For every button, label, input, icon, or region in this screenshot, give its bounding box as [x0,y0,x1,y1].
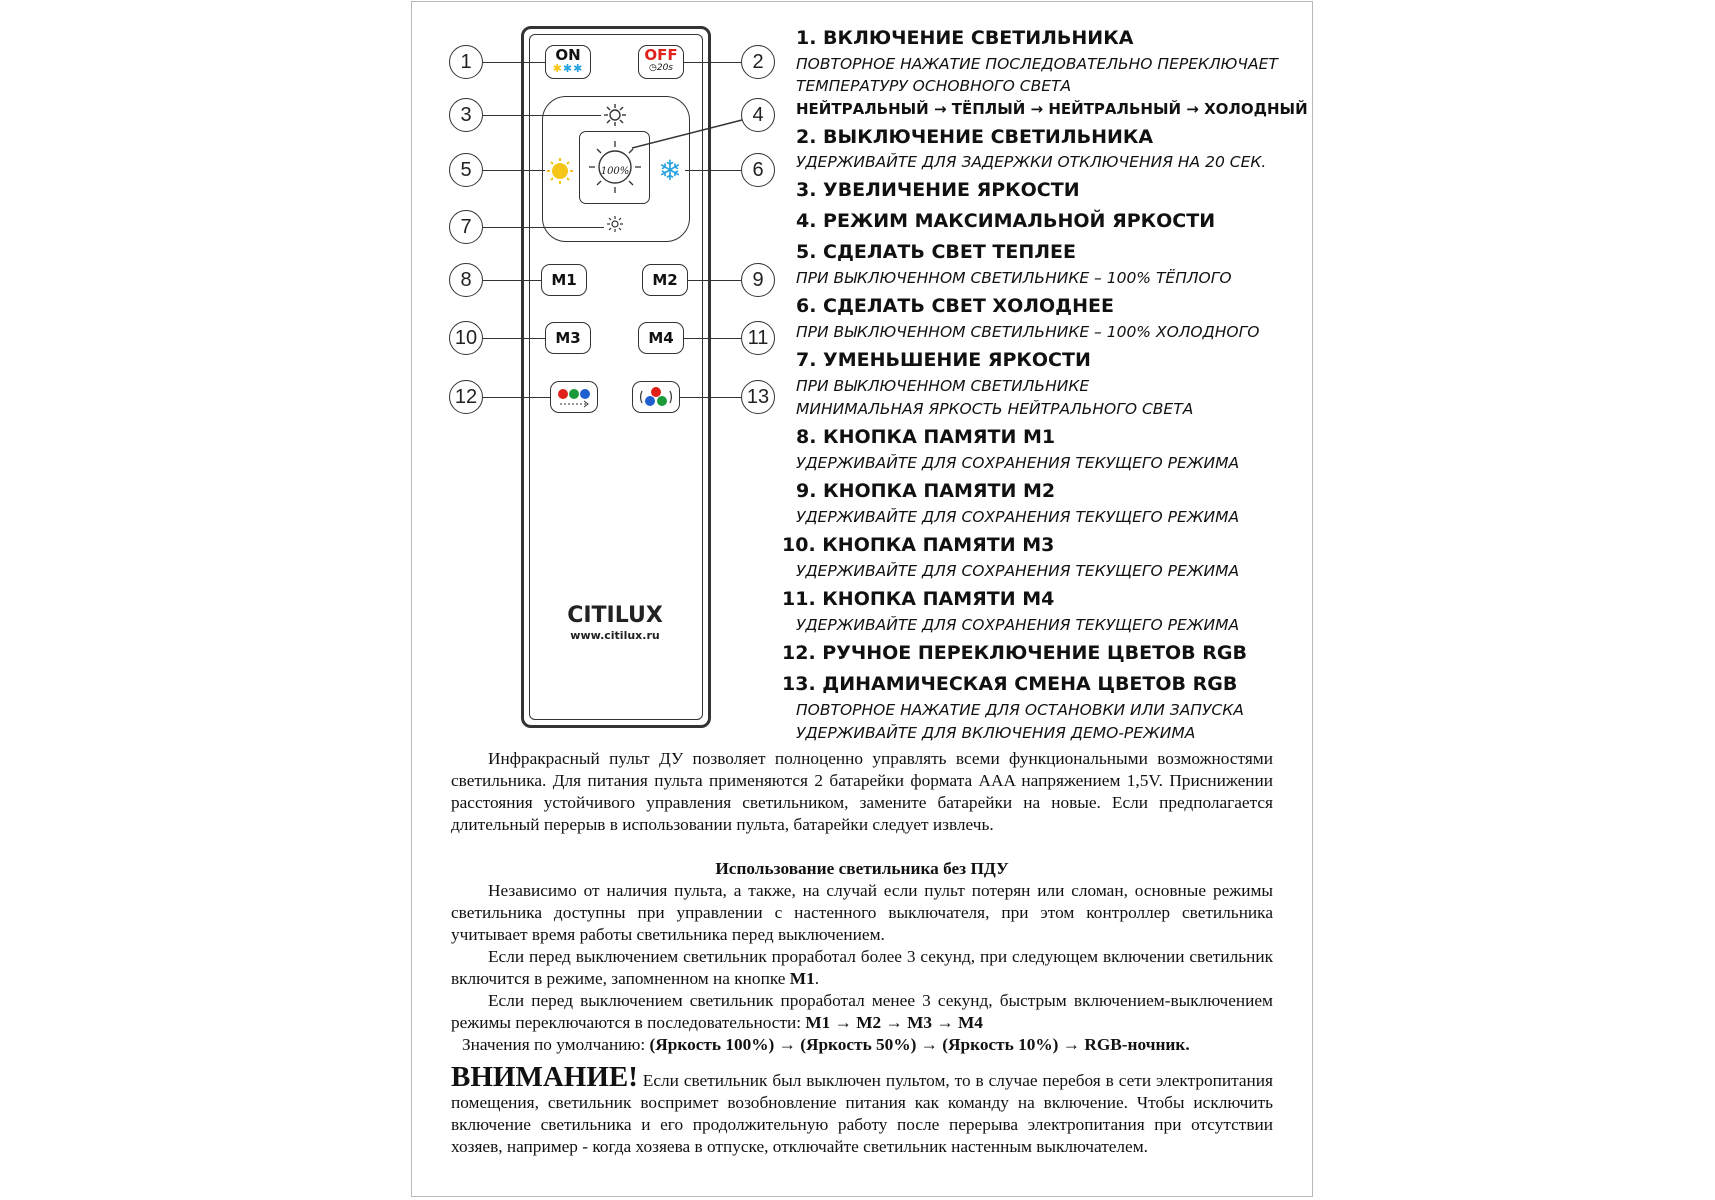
instruction-13-line-1: ПОВТОРНОЕ НАЖАТИЕ ДЛЯ ОСТАНОВКИ ИЛИ ЗАПУСКА [796,701,1244,719]
warning-title: ВНИМАНИЕ! [451,1061,638,1093]
callout-2: 2 [741,45,775,79]
brand-logo [540,603,690,642]
callout-12: 12 [449,380,483,414]
callout-7: 7 [449,210,483,244]
instruction-11-line-1: УДЕРЖИВАЙТЕ ДЛЯ СОХРАНЕНИЯ ТЕКУЩЕГО РЕЖИМА [796,616,1240,634]
off-button-label: OFF [644,46,678,64]
instruction-9-title: 9. КНОПКА ПАМЯТИ M2 [796,480,1056,502]
m2-label: M2 [652,271,678,289]
callout-10: 10 [449,321,483,355]
brand-name: CITILUX [567,603,663,628]
callout-4: 4 [741,98,775,132]
paragraph-1: Независимо от наличия пульта, а также, на случай если пульт потерян или сломан, основные режимы светильника доступны при управлении с настенного выключателя, при этом контроллер светильника учитывает время работы светильника перед выключением. [451,881,1273,944]
callout-line-7 [483,227,604,228]
instruction-1-line-2: ТЕМПЕРАТУРУ ОСНОВНОГО СВЕТА [796,77,1072,95]
instruction-7-line-2: МИНИМАЛЬНАЯ ЯРКОСТЬ НЕЙТРАЛЬНОГО СВЕТА [796,400,1194,418]
instruction-2-title: 2. ВЫКЛЮЧЕНИЕ СВЕТИЛЬНИКА [796,126,1154,148]
brand-url: www.citilux.ru [570,629,660,642]
callout-line-4 [630,118,746,152]
section-title: Использование светильника без ПДУ [715,859,1009,878]
callout-8: 8 [449,263,483,297]
instruction-3-title: 3. УВЕЛИЧЕНИЕ ЯРКОСТИ [796,179,1080,201]
m4-label: M4 [648,329,674,347]
callout-line-6 [685,170,741,171]
instruction-6-line-1: ПРИ ВЫКЛЮЧЕННОМ СВЕТИЛЬНИКЕ – 100% ХОЛОДНОГО [796,323,1260,341]
brightness-down-icon[interactable] [604,213,626,235]
m2-button[interactable] [642,264,688,296]
intro-paragraph: Инфракрасный пульт ДУ позволяет полноценно управлять всеми функциональными возможностями светильника. Для питания пульта применяются 2 батарейки формата AAA напряжением 1,5V. Приснижении расстояния устойчивого управления светильником, замените батарейки на новые. Если предполагается длительный перерыв в использовании пульта, батарейки следует извлечь. [451,749,1273,834]
paragraph-2-bold: M1 [789,969,815,988]
on-button[interactable] [545,45,591,79]
paragraph-4-bold: (Яркость 100%) → (Яркость 50%) → (Яркость 10%) → RGB-ночник. [649,1035,1190,1054]
callout-line-10 [483,338,545,339]
callout-line-1 [483,62,545,63]
rgb-manual-icon [554,384,594,410]
instruction-12-title: 12. РУЧНОЕ ПЕРЕКЛЮЧЕНИЕ ЦВЕТОВ RGB [782,642,1247,664]
paragraph-3 [451,990,1273,1034]
callout-5: 5 [449,153,483,187]
color-temp-icon: ✱✱✱ [552,62,584,75]
callout-line-2 [684,62,741,63]
off-button[interactable] [638,45,684,79]
off-timer [649,62,673,75]
m3-button[interactable] [545,322,591,354]
paragraph-3-bold: M1 → M2 → M3 → M4 [805,1013,983,1032]
instruction-5-line-1: ПРИ ВЫКЛЮЧЕННОМ СВЕТИЛЬНИКЕ – 100% ТЁПЛОГО [796,269,1232,287]
instruction-8-title: 8. КНОПКА ПАМЯТИ M1 [796,426,1056,448]
instruction-1-sequence: НЕЙТРАЛЬНЫЙ → ТЁПЛЫЙ → НЕЙТРАЛЬНЫЙ → ХОЛОДНЫЙ [796,100,1308,118]
callout-9: 9 [741,263,775,297]
callout-13: 13 [741,380,775,414]
warning-paragraph [451,1061,1273,1158]
rgb-dynamic-icon [636,383,676,411]
instruction-13-line-2: УДЕРЖИВАЙТЕ ДЛЯ ВКЛЮЧЕНИЯ ДЕМО-РЕЖИМА [796,724,1196,742]
instruction-8-line-1: УДЕРЖИВАЙТЕ ДЛЯ СОХРАНЕНИЯ ТЕКУЩЕГО РЕЖИМА [796,454,1240,472]
instruction-7-line-1: ПРИ ВЫКЛЮЧЕННОМ СВЕТИЛЬНИКЕ [796,377,1090,395]
callout-1: 1 [449,45,483,79]
paragraph-3-text: Если перед выключением светильник проработал менее 3 секунд, быстрым включением-выключением режимы переключаются в последовательности: [451,991,1273,1032]
callout-line-13 [680,397,741,398]
instruction-10-line-1: УДЕРЖИВАЙТЕ ДЛЯ СОХРАНЕНИЯ ТЕКУЩЕГО РЕЖИМА [796,562,1240,580]
paragraph-2-text: Если перед выключением светильник проработал более 3 секунд, при следующем включении светильник включится в режиме, запомненном на кнопке [451,947,1273,988]
callout-line-5 [483,170,545,171]
callout-3: 3 [449,98,483,132]
instruction-10-title: 10. КНОПКА ПАМЯТИ M3 [782,534,1055,556]
rgb-dynamic-button[interactable] [632,381,680,413]
on-button-label: ON [555,46,581,64]
clock-icon: ◷ [648,63,657,73]
instruction-1-line-1: ПОВТОРНОЕ НАЖАТИЕ ПОСЛЕДОВАТЕЛЬНО ПЕРЕКЛЮЧАЕТ [796,55,1278,73]
paragraph-2-end: . [814,969,820,988]
callout-line-11 [684,338,741,339]
instruction-6-title: 6. СДЕЛАТЬ СВЕТ ХОЛОДНЕЕ [796,295,1114,317]
instruction-1-title: 1. ВКЛЮЧЕНИЕ СВЕТИЛЬНИКА [796,27,1134,49]
callout-line-12 [483,397,550,398]
instruction-11-title: 11. КНОПКА ПАМЯТИ M4 [782,588,1055,610]
m4-button[interactable] [638,322,684,354]
rgb-manual-button[interactable] [550,381,598,413]
max-brightness-label: 100% [600,165,630,177]
warning-text: Если светильник был выключен пультом, то в случае перебоя в сети электропитания помещения, светильник воспримет возобновление питания как команду на включение. Чтобы исключить включение светильника и его продолжительную работу после перерыва электропитания при отсутствии хозяев, например - когда хозяева в отпуске, отключайте светильник настенным выключателем. [451,1071,1273,1156]
instruction-9-line-1: УДЕРЖИВАЙТЕ ДЛЯ СОХРАНЕНИЯ ТЕКУЩЕГО РЕЖИМА [796,508,1240,526]
m1-label: M1 [551,271,577,289]
callout-11: 11 [741,321,775,355]
instruction-4-title: 4. РЕЖИМ МАКСИМАЛЬНОЙ ЯРКОСТИ [796,210,1216,232]
callout-line-3 [483,115,601,116]
instruction-13-title: 13. ДИНАМИЧЕСКАЯ СМЕНА ЦВЕТОВ RGB [782,673,1238,695]
callout-line-9 [688,280,741,281]
m1-button[interactable] [541,264,587,296]
m3-label: M3 [555,329,581,347]
cold-light-icon[interactable]: ❄ [658,153,682,187]
callout-line-8 [483,280,541,281]
paragraph-4 [462,1034,1282,1056]
warm-light-icon[interactable] [545,156,575,186]
off-timer-label: 20s [656,63,673,73]
paragraph-2 [451,946,1273,990]
brightness-up-icon[interactable] [601,102,629,128]
paragraph-4-text: Значения по умолчанию: [462,1035,650,1054]
instruction-5-title: 5. СДЕЛАТЬ СВЕТ ТЕПЛЕЕ [796,241,1076,263]
instruction-2-line-1: УДЕРЖИВАЙТЕ ДЛЯ ЗАДЕРЖКИ ОТКЛЮЧЕНИЯ НА 20 СЕК. [796,153,1267,171]
callout-6: 6 [741,153,775,187]
instruction-7-title: 7. УМЕНЬШЕНИЕ ЯРКОСТИ [796,349,1091,371]
